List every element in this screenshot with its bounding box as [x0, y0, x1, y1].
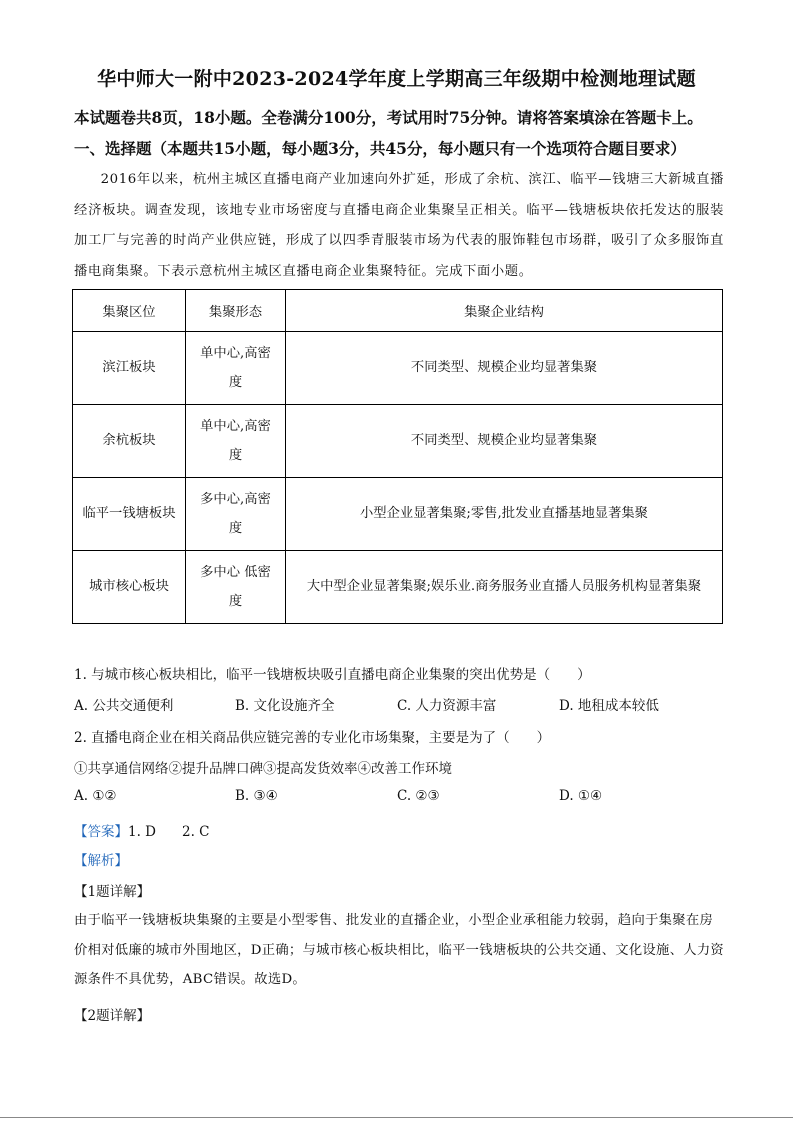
cell-shape-text: 多中心,高密度: [200, 492, 271, 536]
cell-shape: [186, 551, 286, 624]
intro-passage: [74, 165, 724, 287]
detail1-label: 【1题详解】: [74, 884, 151, 900]
q1-option-c: C. 人力资源丰富: [397, 698, 497, 714]
cell-shape-text: 多中心 低密度: [200, 565, 271, 609]
question-2-statements: ①共享通信网络②提升品牌口碑③提高发货效率④改善工作环境: [74, 761, 452, 777]
table-row: [73, 478, 723, 551]
header-location: 集聚区位: [73, 290, 186, 332]
answer-line: [74, 820, 210, 840]
q2-option-a: A. ①②: [74, 788, 117, 804]
exam-instructions: 本试题卷共8页，18小题。全卷满分100分，考试用时75分钟。请将答案填涂在答题卡上。: [74, 108, 703, 127]
section-heading: 一、选择题（本题共15小题，每小题3分，共45分，每小题只有一个选项符合题目要求）: [74, 139, 686, 158]
detail1-text: 由于临平一钱塘板块集聚的主要是小型零售、批发业的直播企业，小型企业承租能力较弱，趋向于集聚在房价相对低廉的城市外围地区，D正确；与城市核心板块相比，临平一钱塘板块的公共交通、文化设施、人力资源条件不具优势，ABC错误。故选D。: [74, 913, 725, 987]
page-bottom-rule: [0, 1117, 793, 1118]
cell-structure: 大中型企业显著集聚;娱乐业.商务服务业直播人员服务机构显著集聚: [286, 551, 723, 624]
cell-shape-text: 单中心,高密度: [200, 419, 271, 463]
analysis-label: 【解析】: [74, 853, 128, 869]
page-title: 华中师大一附中2023-2024学年度上学期高三年级期中检测地理试题: [97, 68, 696, 90]
q2-option-c: C. ②③: [397, 788, 440, 804]
cell-shape: [186, 405, 286, 478]
header-structure: 集聚企业结构: [286, 290, 723, 332]
table-header-row: [73, 290, 723, 332]
cell-location: 余杭板块: [73, 405, 186, 478]
table-row: [73, 332, 723, 405]
table-row: [73, 405, 723, 478]
detail2-label: 【2题详解】: [74, 1008, 151, 1024]
cell-location: 城市核心板块: [73, 551, 186, 624]
cell-structure: 小型企业显著集聚;零售,批发业直播基地显著集聚: [286, 478, 723, 551]
table-row: [73, 551, 723, 624]
cell-structure: 不同类型、规模企业均显著集聚: [286, 405, 723, 478]
question-2-stem: 2. 直播电商企业在相关商品供应链完善的专业化市场集聚，主要是为了（ ）: [74, 730, 551, 746]
header-shape: 集聚形态: [186, 290, 286, 332]
q2-option-b: B. ③④: [235, 788, 278, 804]
q1-option-d: D. 地租成本较低: [559, 698, 659, 714]
answer-label: 【答案】: [74, 824, 128, 840]
cell-shape: [186, 332, 286, 405]
cell-location: 滨江板块: [73, 332, 186, 405]
cell-shape: [186, 478, 286, 551]
cell-location: 临平一钱塘板块: [73, 478, 186, 551]
q1-option-b: B. 文化设施齐全: [235, 698, 335, 714]
answer-q2: 2. C: [182, 824, 210, 840]
q2-option-d: D. ①④: [559, 788, 603, 804]
cell-shape-text: 单中心,高密度: [200, 346, 271, 390]
q1-option-a: A. 公共交通便利: [74, 698, 174, 714]
cluster-table: [72, 289, 723, 624]
cell-structure: 不同类型、规模企业均显著集聚: [286, 332, 723, 405]
answer-q1: 1. D: [128, 824, 156, 840]
question-1-stem: 1. 与城市核心板块相比，临平一钱塘板块吸引直播电商企业集聚的突出优势是（ ）: [74, 667, 591, 683]
intro-text: 2016年以来，杭州主城区直播电商产业加速向外扩延，形成了余杭、滨江、临平—钱塘三大新城直播经济板块。调查发现，该地专业市场密度与直播电商企业集聚呈正相关。临平—钱塘板块依托发达的服装加工厂与完善的时尚产业供应链，形成了以四季青服装市场为代表的服饰鞋包市场群，吸引了众多服饰直播电商集聚。下表示意杭州主城区直播电商企业集聚特征。完成下面小题。: [74, 172, 724, 279]
